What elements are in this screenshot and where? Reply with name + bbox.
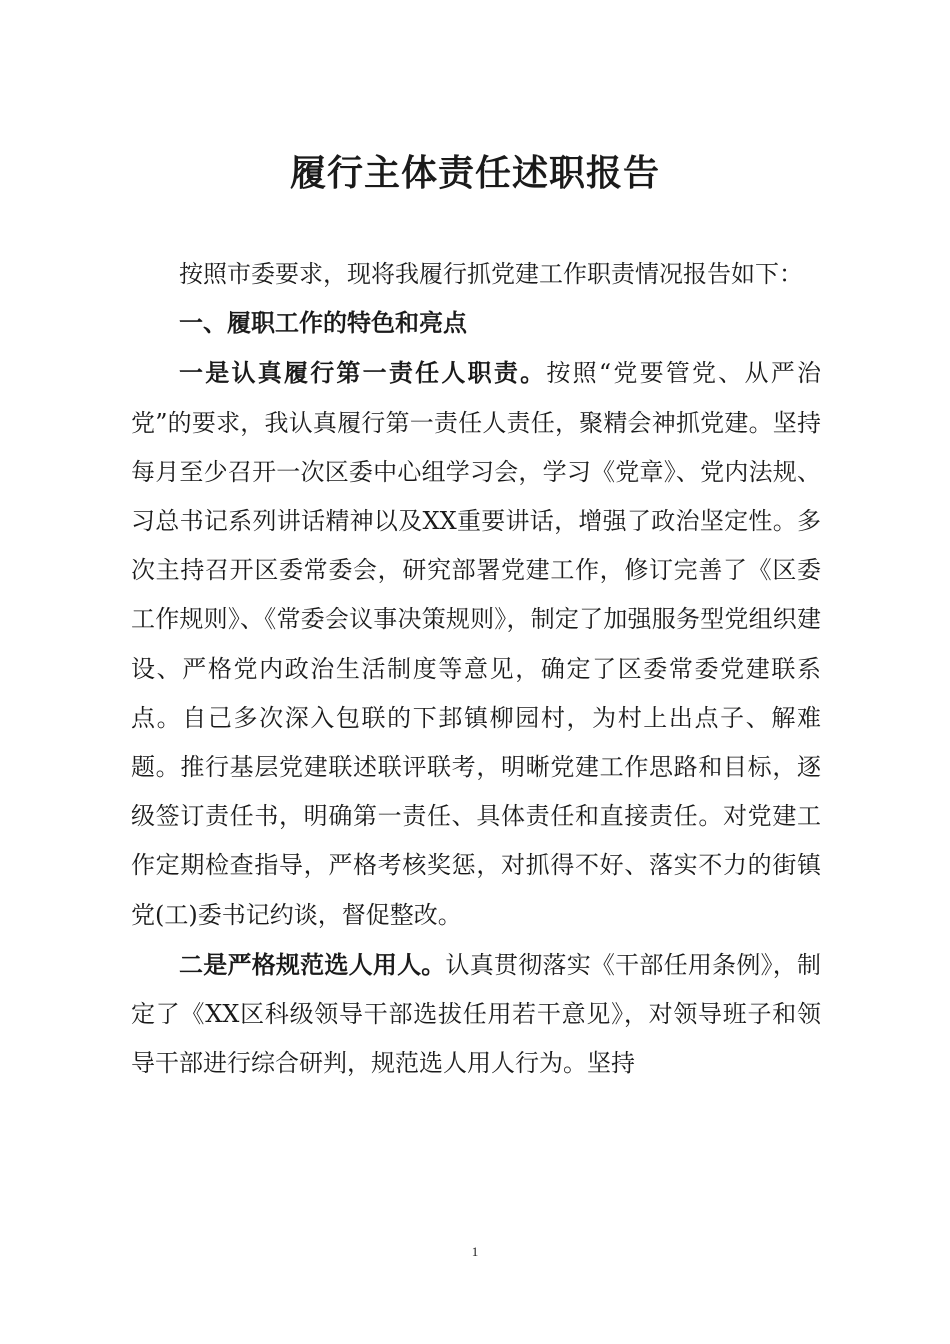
document-body: [131, 250, 821, 1088]
paragraph-1: [131, 348, 821, 939]
paragraph-1-text: 按照“党要管党、从严治党”的要求，我认真履行第一责任人责任，聚精会神抓党建。坚持每月至少召开一次区委中心组学习会，学习《党章》、党内法规、习总书记系列讲话精神以及XX重要讲话，增强了政治坚定性。多次主持召开区委常委会，研究部署党建工作，修订完善了《区委工作规则》、《常委会议事决策规则》，制定了加强服务型党组织建设、严格党内政治生活制度等意见，确定了区委常委党建联系点。自己多次深入包联的下邽镇柳园村，为村上出点子、解难题。推行基层党建联述联评联考，明晰党建工作思路和目标，逐级签订责任书，明确第一责任、具体责任和直接责任。对党建工作定期检查指导，严格考核奖惩，对抓得不好、落实不力的街镇党(工)委书记约谈，督促整改。: [131, 359, 821, 929]
paragraph-2-text: 认真贯彻落实《干部任用条例》，制定了《XX区科级领导干部选拔任用若干意见》，对领导班子和领导干部进行综合研判，规范选人用人行为。坚持: [131, 950, 822, 1078]
intro-paragraph: 按照市委要求，现将我履行抓党建工作职责情况报告如下：: [179, 260, 803, 288]
section-heading: 一、履职工作的特色和亮点: [179, 309, 467, 338]
document-title: 履行主体责任述职报告: [289, 152, 660, 194]
paragraph-1-lead: 一是认真履行第一责任人职责。: [179, 358, 547, 388]
paragraph-2: [131, 940, 821, 1089]
paragraph-2-lead: 二是严格规范选人用人。: [179, 949, 446, 979]
page-number: 1: [471, 1244, 479, 1259]
